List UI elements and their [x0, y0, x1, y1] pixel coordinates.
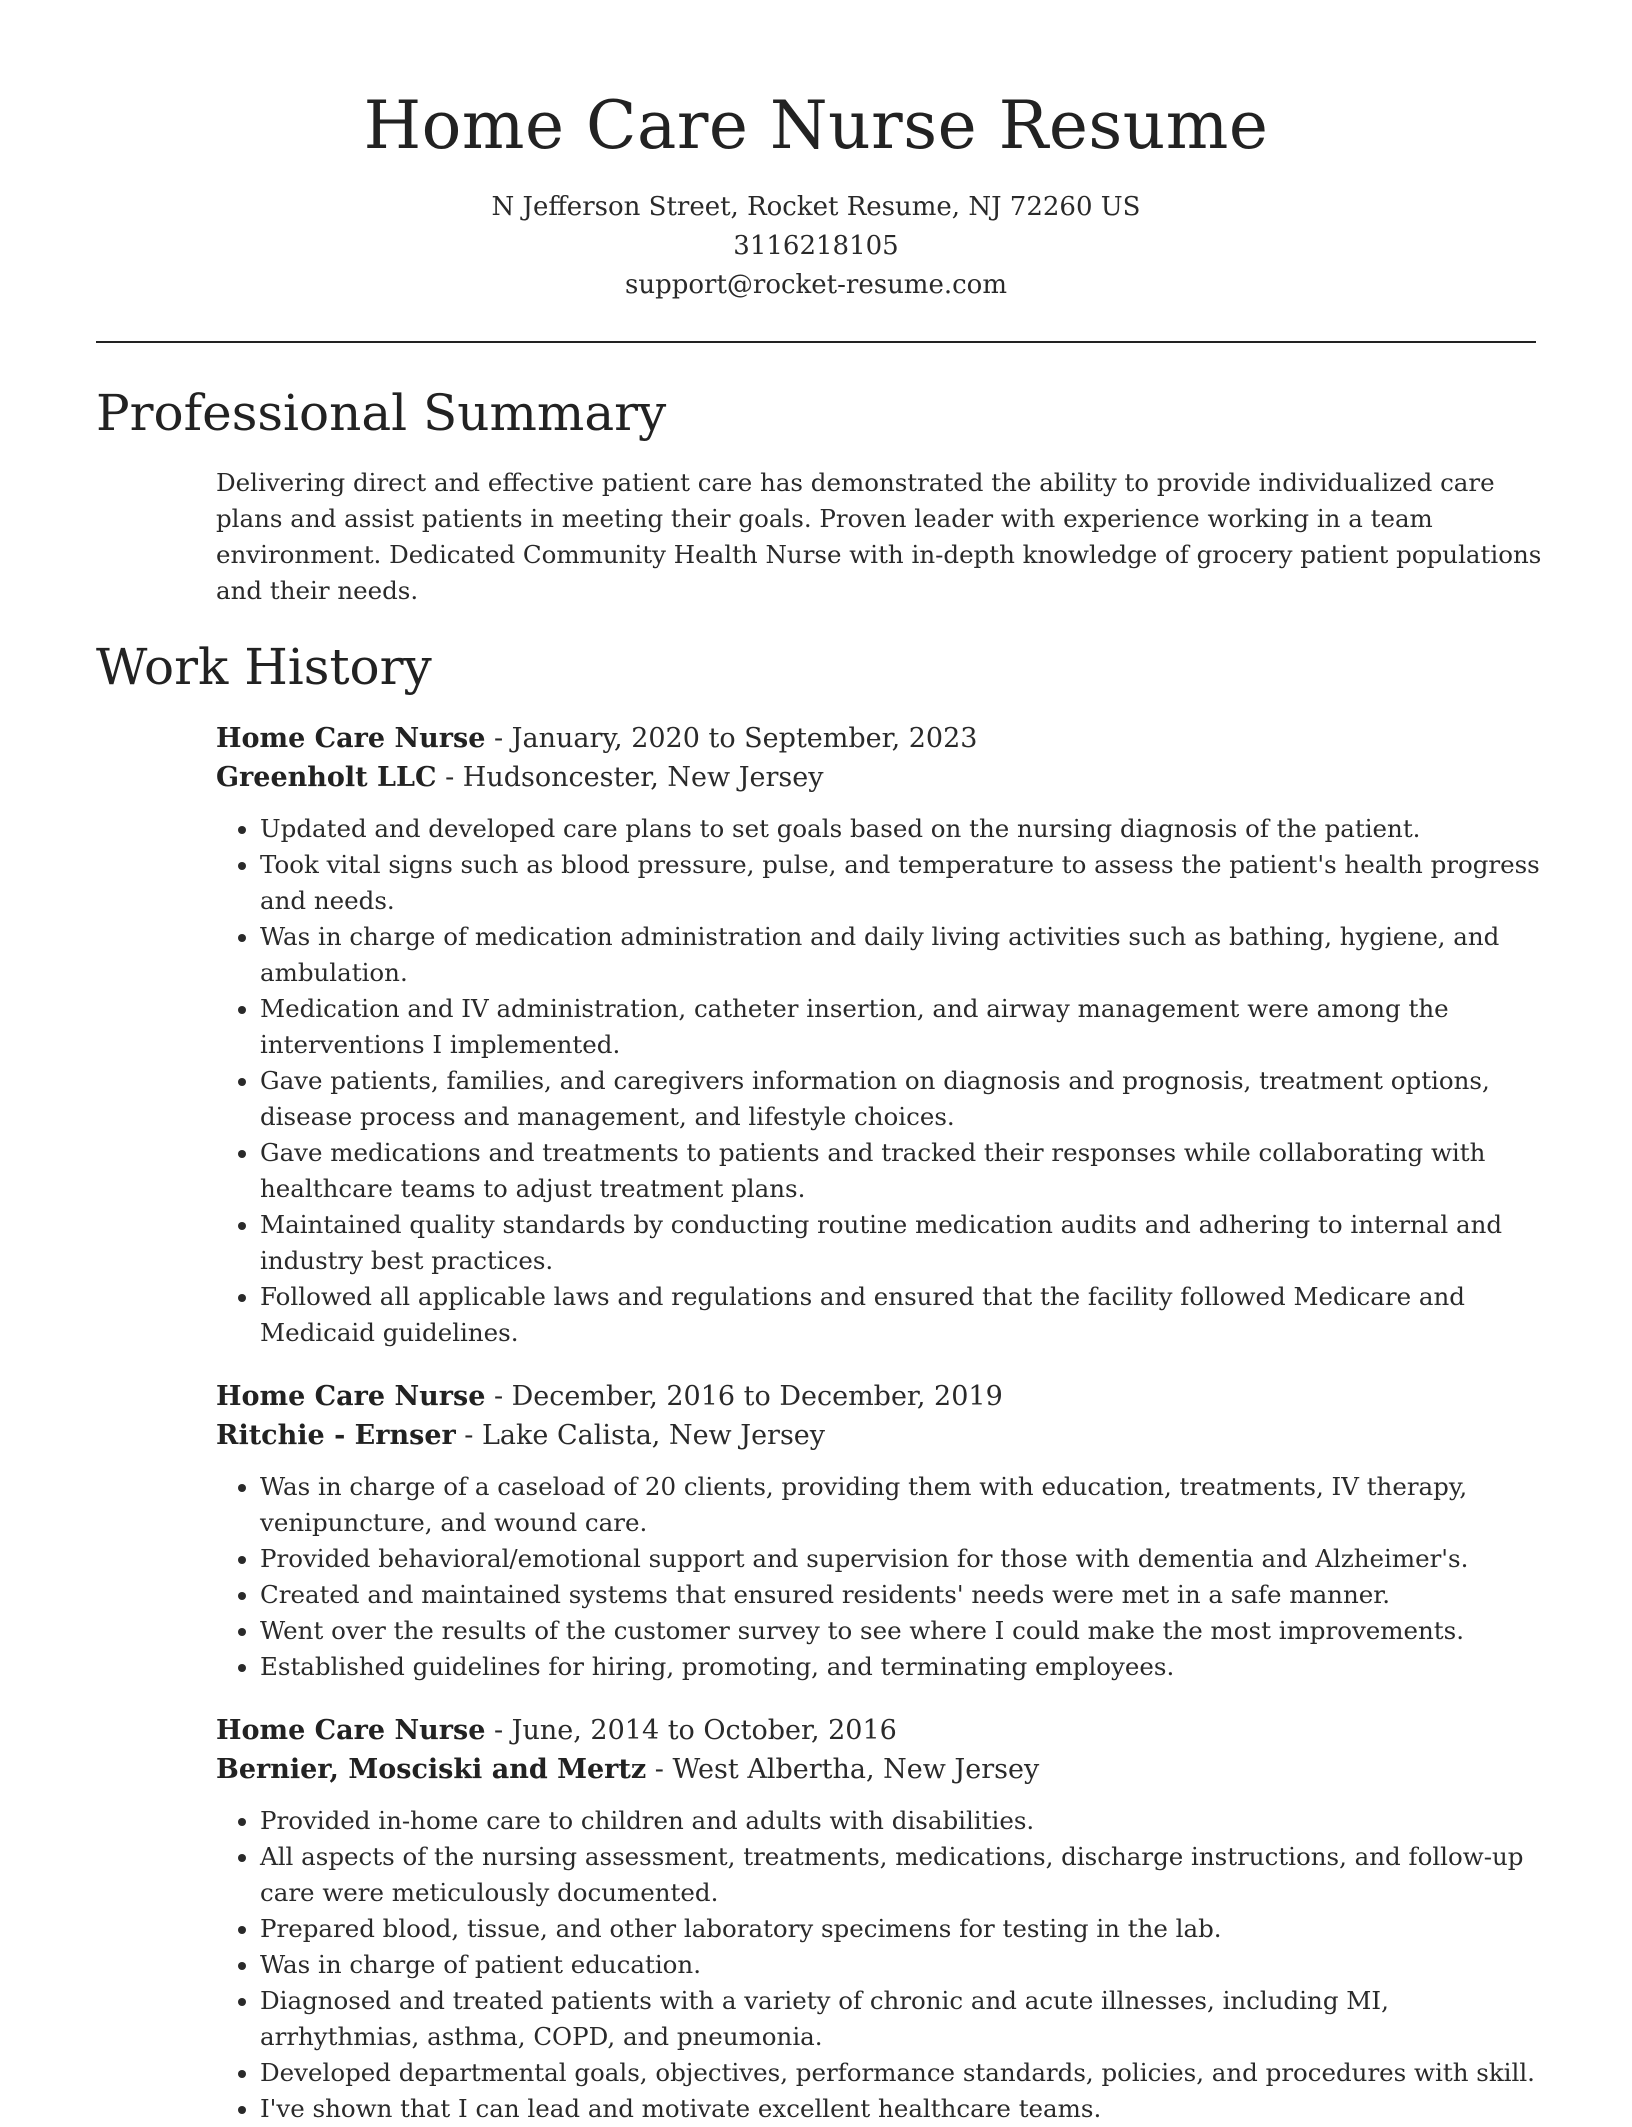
job-company-line	[216, 1416, 1546, 1455]
bullet-item: • Established guidelines for hiring, promoting, and terminating employees.	[260, 1649, 1546, 1685]
job-title: Home Care Nurse	[216, 1715, 486, 1746]
header-divider	[96, 341, 1536, 343]
bullet-item: • All aspects of the nursing assessment, treatments, medications, discharge instructions, and follow-up care were meticulously documented.	[260, 1839, 1546, 1911]
resume-title: Home Care Nurse Resume	[363, 87, 1269, 164]
bullet-item: • I've shown that I can lead and motivate excellent healthcare teams.	[260, 2091, 1546, 2127]
summary-text: Delivering direct and effective patient care has demonstrated the ability to provide individualized care plans and assist patients in meeting their goals. Proven leader with experience working in a team environment. Dedicated Community Health Nurse with in-depth knowledge of grocery patient populations and their needs.	[216, 468, 1542, 605]
job-title-line	[216, 719, 1546, 758]
job-company-line	[216, 758, 1546, 797]
job-title-line	[216, 1711, 1546, 1750]
job-dates: - December, 2016 to December, 2019	[485, 1381, 1003, 1412]
bullet-item: • Medication and IV administration, catheter insertion, and airway management were among the interventions I implemented.	[260, 991, 1546, 1063]
job-dates: - January, 2020 to September, 2023	[485, 723, 978, 754]
job-location: - Hudsoncester, New Jersey	[436, 762, 824, 793]
resume-page	[96, 0, 1542, 2127]
job-entry	[216, 719, 1546, 1351]
bullet-item: • Was in charge of a caseload of 20 clients, providing them with education, treatments, IV therapy, venipuncture, and wound care.	[260, 1469, 1546, 1541]
job-company: Ritchie - Ernser	[216, 1420, 456, 1451]
bullet-item: • Provided in-home care to children and adults with disabilities.	[260, 1803, 1546, 1839]
job-company-line	[216, 1750, 1546, 1789]
bullet-item: • Developed departmental goals, objectives, performance standards, policies, and procedures with skill.	[260, 2055, 1546, 2091]
job-company: Greenholt LLC	[216, 762, 437, 793]
bullet-item: • Prepared blood, tissue, and other laboratory specimens for testing in the lab.	[260, 1911, 1546, 1947]
job-entry	[216, 1711, 1546, 2127]
job-location: - Lake Calista, New Jersey	[455, 1420, 826, 1451]
resume-header	[96, 0, 1536, 305]
job-bullets	[216, 811, 1546, 1351]
job-dates: - June, 2014 to October, 2016	[485, 1715, 897, 1746]
contact-email: support@rocket-resume.com	[624, 270, 1007, 300]
job-title: Home Care Nurse	[216, 723, 486, 754]
section-title-work: Work History	[96, 638, 432, 696]
contact-address: N Jefferson Street, Rocket Resume, NJ 72260 US	[491, 192, 1141, 222]
job-entry	[216, 1377, 1546, 1685]
bullet-item: • Updated and developed care plans to set goals based on the nursing diagnosis of the patient.	[260, 811, 1546, 847]
bullet-item: • Diagnosed and treated patients with a variety of chronic and acute illnesses, including MI, arrhythmias, asthma, COPD, and pneumonia.	[260, 1983, 1546, 2055]
bullet-item: • Maintained quality standards by conducting routine medication audits and adhering to internal and industry best practices.	[260, 1207, 1546, 1279]
bullet-item: • Followed all applicable laws and regulations and ensured that the facility followed Medicare and Medicaid guidelines.	[260, 1279, 1546, 1351]
bullet-item: • Created and maintained systems that ensured residents' needs were met in a safe manner.	[260, 1577, 1546, 1613]
professional-summary-section	[96, 381, 1542, 609]
bullet-item: • Took vital signs such as blood pressure, pulse, and temperature to assess the patient's health progress and needs.	[260, 847, 1546, 919]
bullet-item: • Provided behavioral/emotional support and supervision for those with dementia and Alzheimer's.	[260, 1541, 1546, 1577]
job-bullets	[216, 1803, 1546, 2127]
job-title: Home Care Nurse	[216, 1381, 486, 1412]
bullet-item: • Went over the results of the customer survey to see where I could make the most improvements.	[260, 1613, 1546, 1649]
bullet-item: • Gave medications and treatments to patients and tracked their responses while collaborating with healthcare teams to adjust treatment plans.	[260, 1135, 1546, 1207]
contact-block	[96, 188, 1536, 305]
work-history-section	[96, 635, 1540, 2127]
bullet-item: • Was in charge of patient education.	[260, 1947, 1546, 1983]
job-bullets	[216, 1469, 1546, 1685]
job-location: - West Albertha, New Jersey	[646, 1754, 1040, 1785]
bullet-item: • Was in charge of medication administration and daily living activities such as bathing, hygiene, and ambulation.	[260, 919, 1546, 991]
job-title-line	[216, 1377, 1546, 1416]
bullet-item: • Gave patients, families, and caregivers information on diagnosis and prognosis, treatment options, disease process and management, and lifestyle choices.	[260, 1063, 1546, 1135]
job-company: Bernier, Mosciski and Mertz	[216, 1754, 647, 1785]
contact-phone: 3116218105	[733, 231, 899, 261]
section-title-summary: Professional Summary	[96, 384, 667, 442]
